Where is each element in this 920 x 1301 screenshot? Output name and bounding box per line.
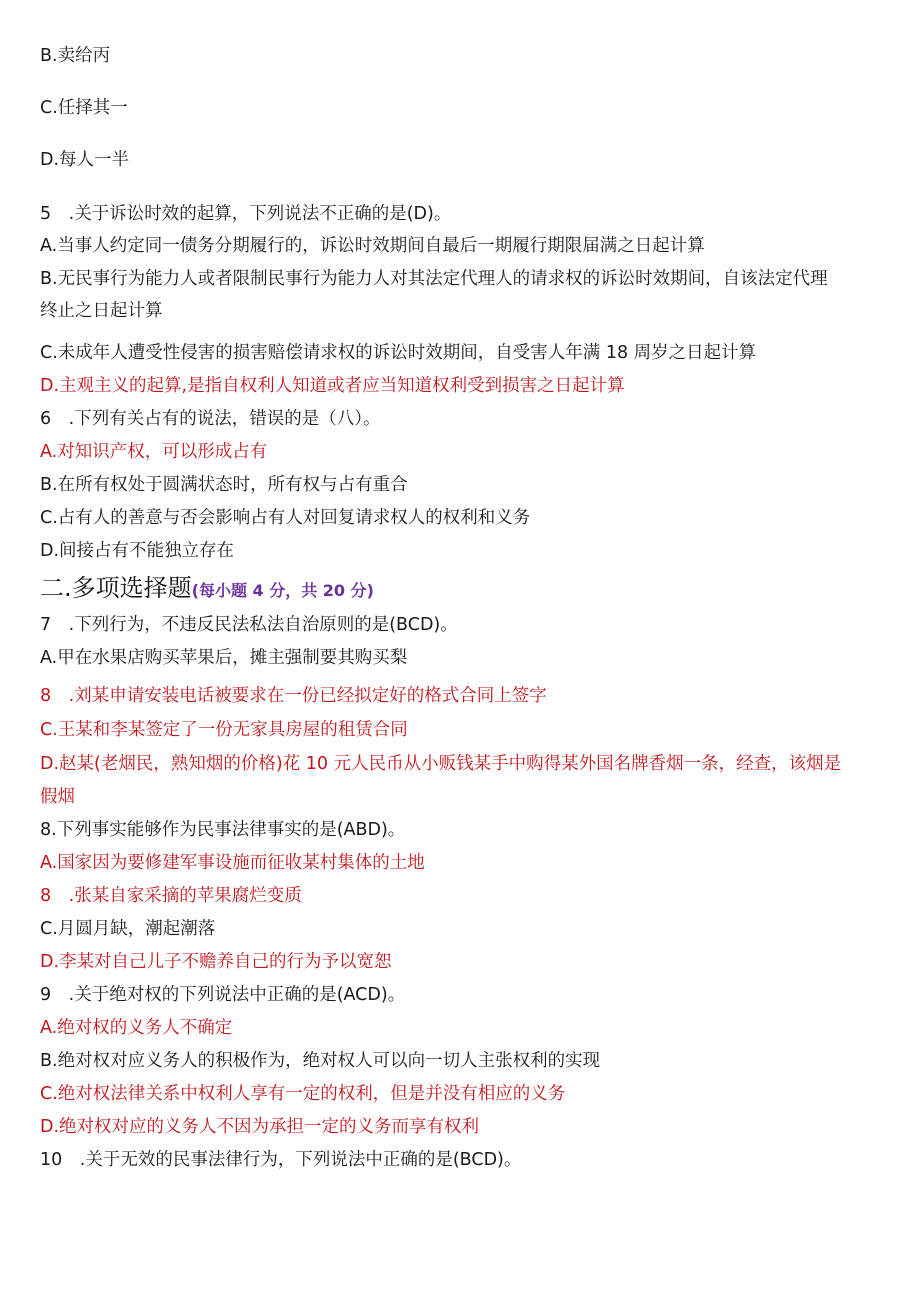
text-line: A.国家因为要修建军事设施而征收某村集体的土地 <box>40 853 425 873</box>
text-line: A.甲在水果店购买苹果后，摊主强制要其购买梨 <box>40 648 408 668</box>
text-line: A.对知识产权，可以形成占有 <box>40 442 268 462</box>
section-title: 二.多项选择题 <box>40 574 192 602</box>
question-10: 10 .关于无效的民事法律行为，下列说法中正确的是(BCD)。 <box>40 1150 522 1170</box>
text-line: B.绝对权对应义务人的积极作为，绝对权人可以向一切人主张权利的实现 <box>40 1051 601 1071</box>
text-line: C.月圆月缺，潮起潮落 <box>40 919 216 939</box>
text-line: D.间接占有不能独立存在 <box>40 541 235 561</box>
text-line: C.王某和李某签定了一份无家具房屋的租赁合同 <box>40 720 408 740</box>
text-line: D.每人一半 <box>40 150 130 170</box>
text-line: 8 .刘某申请安装电话被要求在一份已经拟定好的格式合同上签字 <box>40 686 547 706</box>
text-line: B.无民事行为能力人或者限制民事行为能力人对其法定代理人的请求权的诉讼时效期间，自该法定代理 <box>40 269 828 289</box>
text-line: D.赵某(老烟民，熟知烟的价格)花 10 元人民币从小贩钱某手中购得某外国名牌香烟一条，经查，该烟是 <box>40 754 842 774</box>
text-line: D.李某对自己儿子不赡养自己的行为予以宽恕 <box>40 952 392 972</box>
question-6: 6 .下列有关占有的说法，错误的是（八）。 <box>40 409 381 429</box>
text-line: 终止之日起计算 <box>40 301 163 321</box>
text-line: D.主观主义的起算,是指自权利人知道或者应当知道权利受到损害之日起计算 <box>40 376 625 396</box>
text-line: 假烟 <box>40 787 75 807</box>
text-line: A.绝对权的义务人不确定 <box>40 1018 233 1038</box>
text-line: 8 .张某自家采摘的苹果腐烂变质 <box>40 886 302 906</box>
text-line: C.任择其一 <box>40 98 128 118</box>
text-line: C.占有人的善意与否会影响占有人对回复请求权人的权利和义务 <box>40 508 531 528</box>
text-line: C.未成年人遭受性侵害的损害赔偿请求权的诉讼时效期间，自受害人年满 18 周岁之日起计算 <box>40 343 757 363</box>
text-line: D.绝对权对应的义务人不因为承担一定的义务而享有权利 <box>40 1117 480 1137</box>
section-heading <box>40 572 890 608</box>
text-line: C.绝对权法律关系中权利人享有一定的权利，但是并没有相应的义务 <box>40 1084 566 1104</box>
question-9: 9 .关于绝对权的下列说法中正确的是(ACD)。 <box>40 985 406 1005</box>
question-5: 5 .关于诉讼时效的起算，下列说法不正确的是(D)。 <box>40 204 452 224</box>
question-7: 7 .下列行为，不违反民法私法自治原则的是(BCD)。 <box>40 615 458 635</box>
section-note: (每小题 4 分，共 20 分) <box>191 581 374 600</box>
text-line: B.卖给丙 <box>40 46 111 66</box>
text-line: B.在所有权处于圆满状态时，所有权与占有重合 <box>40 475 408 495</box>
question-8: 8.下列事实能够作为民事法律事实的是(ABD)。 <box>40 820 406 840</box>
text-line: A.当事人约定同一债务分期履行的，诉讼时效期间自最后一期履行期限届满之日起计算 <box>40 236 705 256</box>
